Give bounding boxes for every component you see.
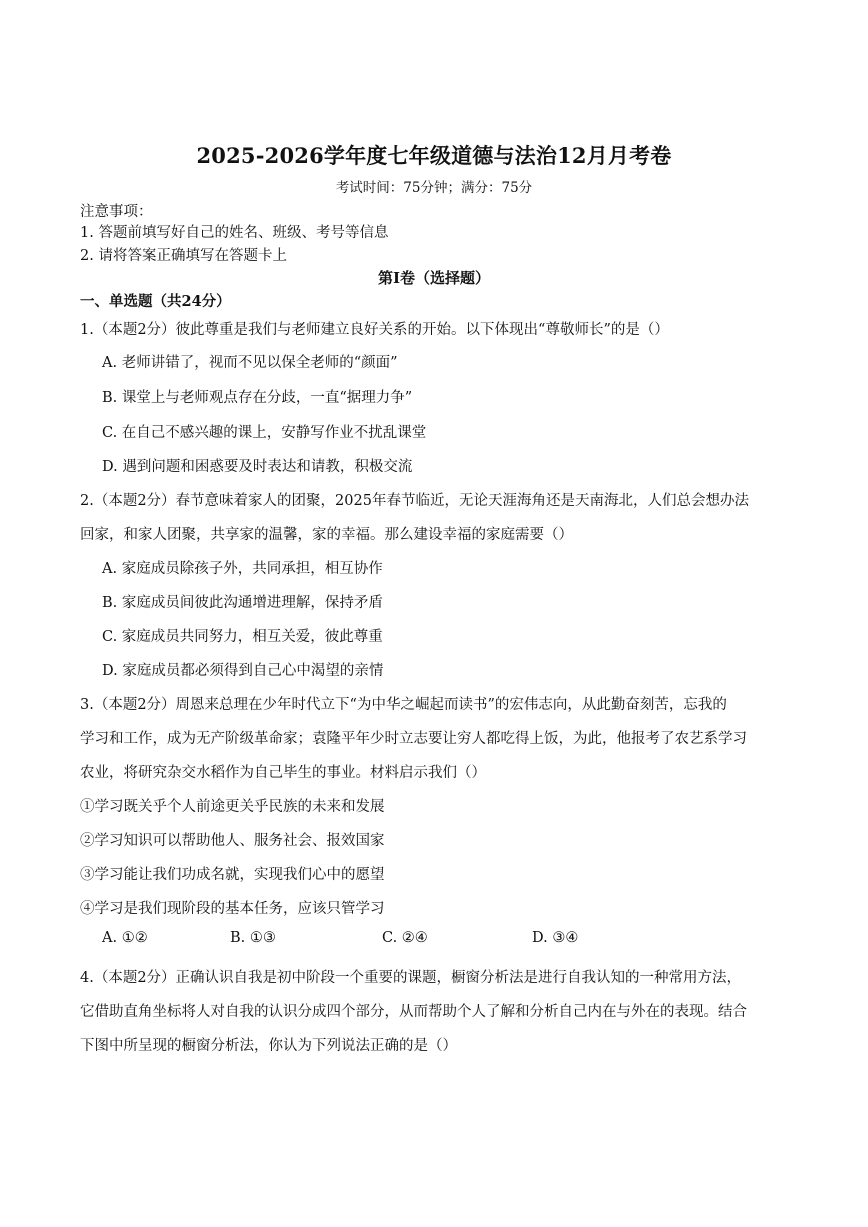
- q3-choice-c: C. ②④: [382, 930, 428, 946]
- exam-info: 考试时间：75分钟；满分：75分: [335, 180, 533, 196]
- note-item: 1. 答题前填写好自己的姓名、班级、考号等信息: [80, 225, 389, 241]
- question-2-stem: 回家，和家人团聚，共享家的温馨，家的幸福。那么建设幸福的家庭需要（）: [80, 527, 573, 543]
- question-3-stem: 3.（本题2分）周恩来总理在少年时代立下“为中华之崛起而读书”的宏伟志向，从此勤奋刻苦，忘我的: [80, 697, 727, 713]
- question-4-stem: 它借助直角坐标将人对自我的认识分成四个部分，从而帮助个人了解和分析自己内在与外在的表现。结合: [80, 1004, 747, 1020]
- q3-choice-d: D. ③④: [532, 930, 579, 946]
- q2-option-c: C. 家庭成员共同努力，相互关爱，彼此尊重: [102, 629, 383, 645]
- q3-statement: ④学习是我们现阶段的基本任务，应该只管学习: [80, 901, 385, 917]
- question-4-stem: 4.（本题2分）正确认识自我是初中阶段一个重要的课题，橱窗分析法是进行自我认知的一种常用方法，: [80, 970, 742, 986]
- q1-option-a: A. 老师讲错了，视而不见以保全老师的“颜面”: [102, 355, 398, 371]
- q2-option-d: D. 家庭成员都必须得到自己心中渴望的亲情: [102, 663, 384, 679]
- q3-choice-b: B. ①③: [230, 930, 276, 946]
- q1-option-d: D. 遇到问题和困惑要及时表达和请教，积极交流: [102, 459, 413, 475]
- part-heading: 一、单选题（共24分）: [80, 293, 231, 310]
- notes-label: 注意事项：: [80, 204, 153, 220]
- q1-option-c: C. 在自己不感兴趣的课上，安静写作业不扰乱课堂: [102, 425, 427, 441]
- question-3-stem: 学习和工作，成为无产阶级革命家；袁隆平年少时立志要让穷人都吃得上饭，为此，他报考了农艺系学习: [80, 731, 747, 747]
- q3-statement: ②学习知识可以帮助他人、服务社会、报效国家: [80, 833, 385, 849]
- q1-option-b: B. 课堂上与老师观点存在分歧，一直“据理力争”: [102, 390, 413, 406]
- q3-statement: ③学习能让我们功成名就，实现我们心中的愿望: [80, 867, 385, 883]
- q3-statement: ①学习既关乎个人前途更关乎民族的未来和发展: [80, 799, 385, 815]
- q2-option-a: A. 家庭成员除孩子外，共同承担，相互协作: [102, 561, 383, 577]
- question-4-stem: 下图中所呈现的橱窗分析法，你认为下列说法正确的是（）: [80, 1038, 457, 1054]
- exam-title: 2025-2026学年度七年级道德与法治12月月考卷: [196, 143, 672, 168]
- section-title: 第Ⅰ卷（选择题）: [377, 269, 491, 287]
- question-2-stem: 2.（本题2分）春节意味着家人的团聚，2025年春节临近，无论天涯海角还是天南海北，人们总会想办法: [80, 493, 749, 509]
- question-1-stem: 1.（本题2分）彼此尊重是我们与老师建立良好关系的开始。以下体现出“尊敬师长”的是（）: [80, 322, 669, 338]
- q3-choice-a: A. ①②: [102, 930, 148, 946]
- question-3-stem: 农业，将研究杂交水稻作为自己毕生的事业。材料启示我们（）: [80, 765, 486, 781]
- note-item: 2. 请将答案正确填写在答题卡上: [80, 248, 287, 264]
- q2-option-b: B. 家庭成员间彼此沟通增进理解，保持矛盾: [102, 595, 383, 611]
